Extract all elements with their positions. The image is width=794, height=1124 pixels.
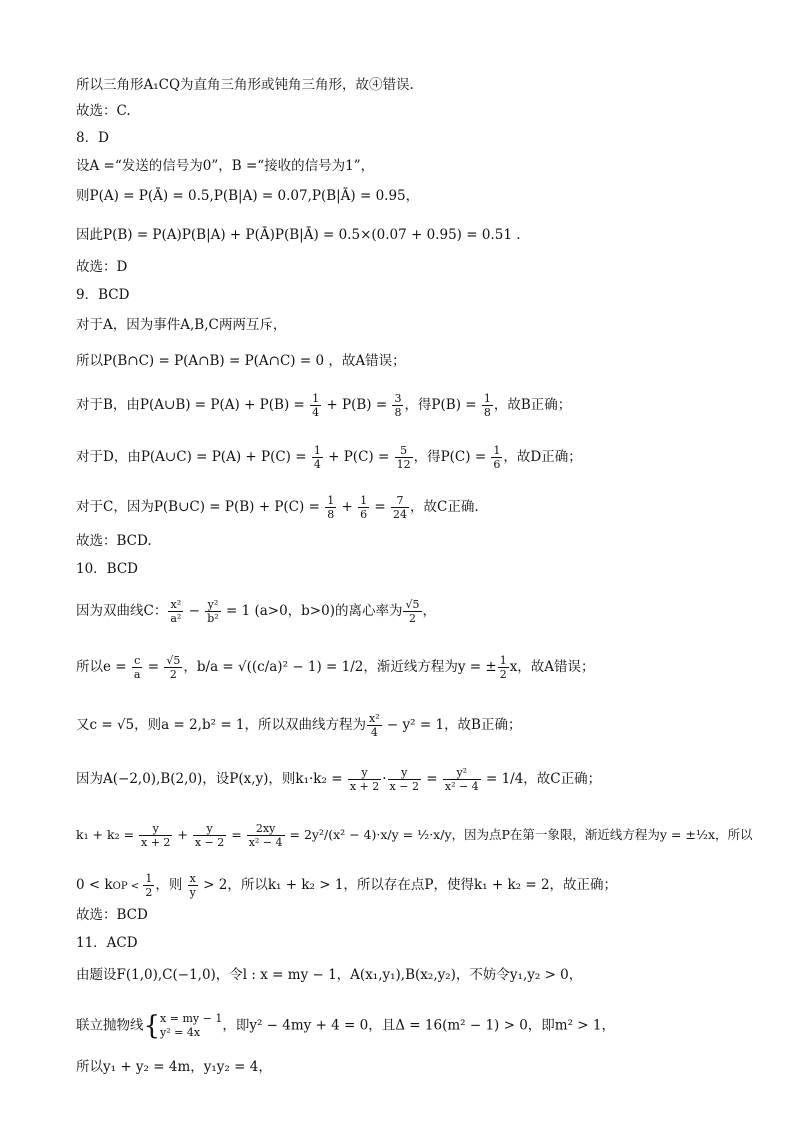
- text-line: 8．D: [76, 130, 109, 146]
- text-line: 因此P(B) = P(A)P(B|A) + P(Ā)P(B|Ā) = 0.5×(0.07 + 0.95) = 0.51 .: [76, 227, 521, 243]
- text-line: 故选：BCD: [76, 907, 148, 923]
- text-line: 所以P(B∩C) = P(A∩B) = P(A∩C) = 0 ，故A错误；: [76, 353, 406, 369]
- text-line: 11．ACD: [76, 935, 138, 951]
- text-line: 9．BCD: [76, 287, 130, 303]
- text-line: 由题设F(1,0),C(−1,0)，令l : x = my − 1，A(x₁,y₁),B(x₂,y₂)，不妨令y₁,y₂ > 0，: [76, 967, 583, 983]
- text-line: 对于D，由P(A∪C) = P(A) + P(C) = $\frac{1}{4}$ + P(C) = $\frac{5}{12}$ ，得P(C) = $\frac{1}{6}$ ，故D正确；: [76, 444, 582, 471]
- text-line: 设A =“发送的信号为0”，B =“接收的信号为1”，: [76, 158, 375, 174]
- text-line: 对于B，由P(A∪B) = P(A) + P(B) = $\frac{1}{4}$ + P(B) = $\frac{3}{8}$ ，得P(B) = $\frac{1}{8}$ ，故B正确；: [76, 392, 572, 419]
- text-line: 故选：D: [76, 259, 128, 275]
- text-line: 故选：BCD.: [76, 533, 152, 549]
- text-line: 因为双曲线C： $\frac{\text{x²}}{\text{a²}}$ − $\frac{\text{y²}}{\text{b²}}$ = 1 (a>0，b>0)的离心率为 $\frac{√5}{2}$ ，: [76, 598, 436, 625]
- text-line: 联立抛物线{x = my − 1 y² = 4x ，即y² − 4my + 4 = 0，且Δ = 16(m² − 1) > 0，即m² > 1，: [76, 1011, 615, 1041]
- text-line: k₁ + k₂ = $\frac{y}{x + 2}$ + $\frac{y}{x - 2}$ = $\frac{2xy}{\text{x² − 4}}$ = 2y²/(x² − 4)·x/y = ½·x/y，因为点P在第一象限，渐近线方程为y = ±½x，所以: [76, 822, 753, 849]
- text-line: 又c = √5，则a = 2,b² = 1，所以双曲线方程为 $\frac{\text{x²}}{4}$ − y² = 1，故B正确；: [76, 712, 522, 739]
- text-line: 所以e = $\frac{c}{a}$ = $\frac{√5}{2}$ ，b/a = √((c/a)² − 1) = 1/2，渐近线方程为y = ± $\frac{1}{2}$ x，故A错误；: [76, 654, 595, 681]
- text-line: 因为A(−2,0),B(2,0)，设P(x,y)，则k₁·k₂ = $\frac{y}{x + 2}$ · $\frac{y}{x - 2}$ = $\frac{\text{y²}}{\text{x² − 4}}$ = 1/4，故C正确；: [76, 766, 602, 793]
- text-line: 对于A，因为事件A,B,C两两互斥，: [76, 317, 287, 333]
- text-line: 所以y₁ + y₂ = 4m，y₁y₂ = 4，: [76, 1059, 272, 1075]
- text-line: 故选：C.: [76, 103, 131, 119]
- text-line: 0 < kOP < $\frac{1}{2}$ ，则 $\frac{x}{y}$ > 2，所以k₁ + k₂ > 1，所以存在点P，使得k₁ + k₂ = 2，故正确；: [76, 872, 618, 899]
- text-line: 则P(A) = P(Ā) = 0.5,P(B|A) = 0.07,P(B|Ā) = 0.95，: [76, 188, 420, 204]
- text-line: 对于C，因为P(B∪C) = P(B) + P(C) = $\frac{1}{8}$ + $\frac{1}{6}$ = $\frac{7}{24}$ ，故C正确.: [76, 494, 479, 521]
- text-line: 所以三角形A₁CQ为直角三角形或钝角三角形，故④错误.: [76, 77, 414, 93]
- text-line: 10．BCD: [76, 561, 139, 577]
